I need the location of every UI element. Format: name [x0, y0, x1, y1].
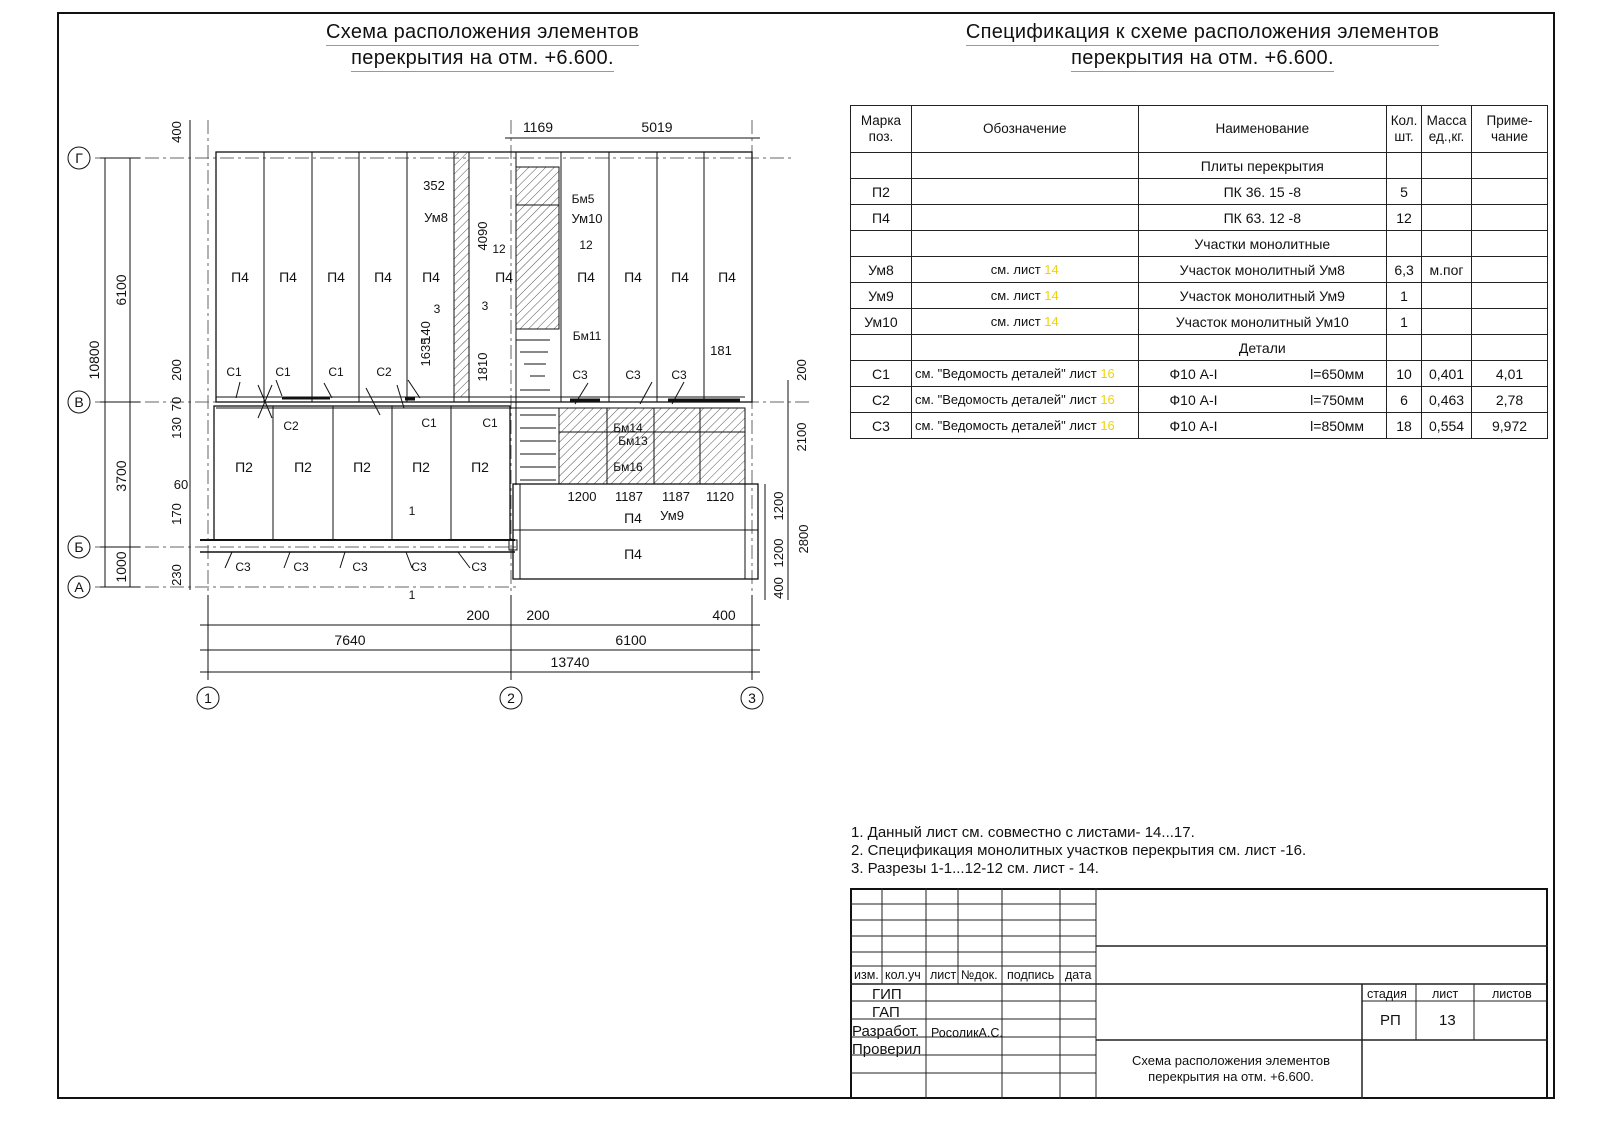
specification-table: [850, 105, 1548, 439]
spec-qty: 12: [1387, 205, 1422, 231]
spec-mass: [1422, 179, 1472, 205]
plate-label: П4: [577, 269, 595, 285]
plate-label: П4: [671, 269, 689, 285]
spec-header: Марка поз.: [851, 106, 912, 153]
spec-note: 9,972: [1472, 413, 1548, 439]
spec-name: [1138, 387, 1387, 413]
spec-mass: [1422, 309, 1472, 335]
spec-cell-empty: [1387, 153, 1422, 179]
stamp-role-gap: ГАП: [872, 1004, 900, 1021]
axis-label-2: 2: [507, 690, 515, 706]
spec-group-row: [851, 153, 1548, 179]
monolith-label: Ум9: [660, 508, 684, 523]
spec-mass: [1422, 205, 1472, 231]
beam-label: Бм16: [613, 460, 643, 474]
plate-label: П2: [471, 459, 489, 475]
notes: [851, 824, 1306, 878]
spec-length: l=750мм: [1310, 391, 1365, 408]
spec-body: [851, 153, 1548, 439]
dim-inner: 1187: [662, 489, 690, 504]
plate-label: П4: [495, 269, 513, 285]
spec-mass: 0,463: [1422, 387, 1472, 413]
spec-reference-text: см. лист: [990, 262, 1041, 277]
dim-left: 200: [169, 359, 184, 381]
spec-header: Кол. шт.: [1387, 106, 1422, 153]
spec-mark: Ум8: [851, 257, 912, 283]
plate-label: П4: [327, 269, 345, 285]
plate-label: П4: [231, 269, 249, 285]
plate-label: П4: [718, 269, 736, 285]
spec-row: [851, 413, 1548, 439]
section-mark: 1: [408, 504, 416, 518]
beam-label: Бм5: [571, 192, 595, 206]
stamp-sheet-value: 13: [1439, 1012, 1456, 1029]
floor-plan-drawing: [0, 0, 840, 720]
plate-label: П2: [353, 459, 371, 475]
spec-note: [1472, 283, 1548, 309]
detail-label: С2: [283, 419, 299, 433]
spec-reference-sheet: 14: [1044, 288, 1059, 303]
axis-label-G: Г: [75, 150, 83, 166]
dim-left: 400: [169, 121, 184, 143]
spec-reference-text: см. лист: [990, 288, 1041, 303]
stamp-title: [1102, 1053, 1360, 1085]
beam-label: Бм13: [618, 434, 648, 448]
spec-row: [851, 283, 1548, 309]
spec-mark: С2: [851, 387, 912, 413]
spec-cell-empty: [1472, 153, 1548, 179]
plate-label: П2: [294, 459, 312, 475]
dim-bottom: 6100: [615, 632, 647, 648]
title-block: [850, 888, 1548, 1099]
dim-left: 60: [173, 477, 189, 492]
stamp-col-header: №док.: [961, 968, 998, 982]
spec-note: [1472, 257, 1548, 283]
detail-label: С3: [352, 560, 368, 574]
spec-title: [930, 20, 1475, 72]
spec-group-row: [851, 335, 1548, 361]
spec-header-row: [851, 106, 1548, 153]
spec-name: [1138, 413, 1387, 439]
spec-group-row: [851, 231, 1548, 257]
section-mark: 3: [433, 302, 441, 316]
spec-reference: [911, 257, 1138, 283]
spec-cell-empty: [1422, 231, 1472, 257]
spec-note: 2,78: [1472, 387, 1548, 413]
spec-qty: 1: [1387, 283, 1422, 309]
spec-name: ПК 36. 15 -8: [1138, 179, 1387, 205]
spec-reference: [911, 283, 1138, 309]
spec-cell-empty: [851, 335, 912, 361]
dim-bottom: 200: [466, 607, 490, 623]
spec-qty: 18: [1387, 413, 1422, 439]
detail-label: С3: [235, 560, 251, 574]
plate-label: П2: [235, 459, 253, 475]
stamp-col-header: лист: [930, 968, 957, 982]
spec-reference-sheet: 14: [1044, 314, 1059, 329]
stamp-role-checker: Проверил: [852, 1041, 922, 1058]
spec-qty: 6,3: [1387, 257, 1422, 283]
section-mark: 12: [492, 242, 506, 256]
dim-right: 1200: [771, 491, 786, 521]
spec-mass: 0,401: [1422, 361, 1472, 387]
axis-label-B: Б: [74, 539, 84, 555]
dim-left: 170: [169, 503, 184, 525]
stamp-col-header: изм.: [854, 968, 879, 982]
dim-inner: 352: [423, 178, 445, 193]
spec-cell-empty: [911, 153, 1138, 179]
spec-reference-sheet: 16: [1100, 366, 1115, 381]
dim-left: 3700: [113, 460, 129, 492]
dim-right: 200: [794, 359, 809, 381]
dim-top: 1169: [522, 119, 554, 135]
detail-label: С2: [376, 365, 392, 379]
spec-reference: [911, 413, 1138, 439]
spec-name-text: Ф10 А-I: [1169, 365, 1218, 382]
spec-cell-empty: [1387, 335, 1422, 361]
spec-name: [1138, 361, 1387, 387]
stamp-col-header: подпись: [1007, 968, 1055, 982]
spec-mark: Ум10: [851, 309, 912, 335]
spec-name: Участок монолитный Ум9: [1138, 283, 1387, 309]
spec-group-title: Детали: [1138, 335, 1387, 361]
spec-name: Участок монолитный Ум8: [1138, 257, 1387, 283]
detail-label: С1: [226, 365, 242, 379]
detail-label: С3: [411, 560, 427, 574]
dim-left: 230: [169, 564, 184, 586]
section-mark: 1: [408, 588, 416, 602]
note-line: 1. Данный лист см. совместно с листами- 14...17.: [851, 824, 1195, 841]
dim-right: 1200: [771, 538, 786, 568]
plate-label: П4: [422, 269, 440, 285]
dim-top: 5019: [641, 119, 673, 135]
spec-qty: 6: [1387, 387, 1422, 413]
plate-label: П4: [624, 546, 642, 562]
plate-label: П4: [279, 269, 297, 285]
dim-left: 6100: [113, 274, 129, 306]
spec-header: Приме-чание: [1472, 106, 1548, 153]
spec-row: [851, 309, 1548, 335]
spec-group-title: Участки монолитные: [1138, 231, 1387, 257]
spec-mark: П2: [851, 179, 912, 205]
spec-reference: [911, 205, 1138, 231]
stamp-role-gip: ГИП: [872, 986, 902, 1003]
dim-inner: 140: [418, 321, 433, 343]
spec-header: Масса ед.,кг.: [1422, 106, 1472, 153]
spec-group-title: Плиты перекрытия: [1138, 153, 1387, 179]
stamp-sheet-label: лист: [1432, 987, 1459, 1001]
spec-length: l=650мм: [1310, 365, 1365, 382]
monolith-label: Ум8: [424, 210, 448, 225]
spec-name: Участок монолитный Ум10: [1138, 309, 1387, 335]
plate-label: П4: [374, 269, 392, 285]
dim-right: 2800: [796, 524, 811, 554]
detail-label: С3: [572, 368, 588, 382]
dim-inner: 1120: [706, 489, 734, 504]
section-mark: 3: [481, 299, 489, 313]
spec-reference-sheet: 14: [1044, 262, 1059, 277]
detail-label: С1: [328, 365, 344, 379]
spec-reference-sheet: 16: [1100, 418, 1115, 433]
spec-cell-empty: [1422, 153, 1472, 179]
spec-name: ПК 63. 12 -8: [1138, 205, 1387, 231]
dim-left: 70: [169, 396, 184, 412]
spec-reference: [911, 309, 1138, 335]
dim-inner: 1635: [418, 337, 433, 367]
stamp-title-line-1: Схема расположения элементов: [1132, 1053, 1330, 1068]
axis-label-1: 1: [204, 690, 212, 706]
spec-row: [851, 387, 1548, 413]
detail-label: С3: [471, 560, 487, 574]
stamp-col-header: кол.уч: [885, 968, 921, 982]
spec-cell-empty: [1422, 335, 1472, 361]
dim-left: 130: [169, 417, 184, 439]
spec-row: [851, 257, 1548, 283]
note-line: 2. Спецификация монолитных участков перекрытия см. лист -16.: [851, 842, 1307, 859]
spec-reference-text: см. лист: [990, 314, 1041, 329]
stamp-sheets-label: листов: [1492, 987, 1532, 1001]
beam-label: Бм11: [572, 329, 602, 343]
spec-qty: 5: [1387, 179, 1422, 205]
spec-reference-text: см. "Ведомость деталей" лист: [914, 418, 1097, 433]
detail-label: С1: [482, 416, 498, 430]
spec-note: [1472, 309, 1548, 335]
section-mark: 12: [579, 238, 593, 252]
spec-reference-text: см. "Ведомость деталей" лист: [914, 366, 1097, 381]
stamp-developer-name: РосоликА.С.: [931, 1026, 1003, 1040]
spec-cell-empty: [1472, 231, 1548, 257]
spec-reference-sheet: 16: [1100, 392, 1115, 407]
spec-cell-empty: [851, 231, 912, 257]
monolith-label: Ум10: [571, 211, 603, 226]
spec-row: [851, 361, 1548, 387]
dim-bottom: 400: [712, 607, 736, 623]
spec-reference: [911, 361, 1138, 387]
plate-label: П2: [412, 459, 430, 475]
spec-title-line-2: перекрытия на отм. +6.600.: [1071, 46, 1334, 72]
axis-label-V: В: [74, 394, 84, 410]
stamp-role-developer: Разработ.: [852, 1023, 920, 1040]
stamp-stage-value: РП: [1380, 1012, 1401, 1029]
spec-qty: 10: [1387, 361, 1422, 387]
dim-left: 1000: [113, 551, 129, 583]
detail-label: С1: [275, 365, 291, 379]
note-line: 3. Разрезы 1-1...12-12 см. лист - 14.: [851, 860, 1099, 877]
spec-note: 4,01: [1472, 361, 1548, 387]
plate-label: П4: [624, 269, 642, 285]
spec-reference: [911, 179, 1138, 205]
spec-qty: 1: [1387, 309, 1422, 335]
beam-label: Бм14: [613, 421, 643, 435]
spec-cell-empty: [851, 153, 912, 179]
dim-inner: 1810: [475, 352, 490, 382]
spec-length: l=850мм: [1310, 417, 1365, 434]
spec-header: Наименование: [1138, 106, 1387, 153]
detail-label: С3: [625, 368, 641, 382]
stamp-stage-label: стадия: [1367, 987, 1407, 1001]
detail-label: С3: [293, 560, 309, 574]
spec-row: [851, 179, 1548, 205]
spec-row: [851, 205, 1548, 231]
spec-name-text: Ф10 А-I: [1169, 391, 1218, 408]
stamp-col-header: дата: [1065, 968, 1092, 982]
spec-note: [1472, 179, 1548, 205]
drawing-title-line-1: Схема расположения элементов: [326, 20, 639, 46]
spec-reference: [911, 387, 1138, 413]
drawing-title-line-2: перекрытия на отм. +6.600.: [351, 46, 614, 72]
dim-bottom: 7640: [334, 632, 366, 648]
spec-reference-text: см. "Ведомость деталей" лист: [914, 392, 1097, 407]
spec-mass: [1422, 283, 1472, 309]
dim-inner: 4090: [475, 221, 490, 251]
spec-mark: П4: [851, 205, 912, 231]
spec-title-line-1: Спецификация к схеме расположения элементов: [966, 20, 1439, 46]
spec-mass: 0,554: [1422, 413, 1472, 439]
dim-inner: 1187: [615, 489, 643, 504]
spec-mark: С3: [851, 413, 912, 439]
plate-label: П4: [624, 510, 642, 526]
spec-mark: С1: [851, 361, 912, 387]
spec-cell-empty: [1387, 231, 1422, 257]
dim-bottom-total: 13740: [550, 654, 590, 670]
dim-right: 400: [771, 577, 786, 599]
spec-note: [1472, 205, 1548, 231]
spec-mass: м.пог: [1422, 257, 1472, 283]
axis-label-3: 3: [748, 690, 756, 706]
spec-mark: Ум9: [851, 283, 912, 309]
spec-cell-empty: [911, 231, 1138, 257]
spec-header: Обозначение: [911, 106, 1138, 153]
spec-name-text: Ф10 А-I: [1169, 417, 1218, 434]
dim-inner: 1200: [567, 489, 597, 504]
dim-left-total: 10800: [86, 340, 102, 380]
spec-cell-empty: [911, 335, 1138, 361]
detail-label: С3: [671, 368, 687, 382]
spec-cell-empty: [1472, 335, 1548, 361]
dim-bottom: 200: [526, 607, 550, 623]
axis-label-A: А: [74, 579, 84, 595]
stamp-title-line-2: перекрытия на отм. +6.600.: [1148, 1069, 1314, 1084]
dim-right: 2100: [794, 422, 809, 452]
detail-label: С1: [421, 416, 437, 430]
dim-inner: 181: [710, 343, 732, 358]
